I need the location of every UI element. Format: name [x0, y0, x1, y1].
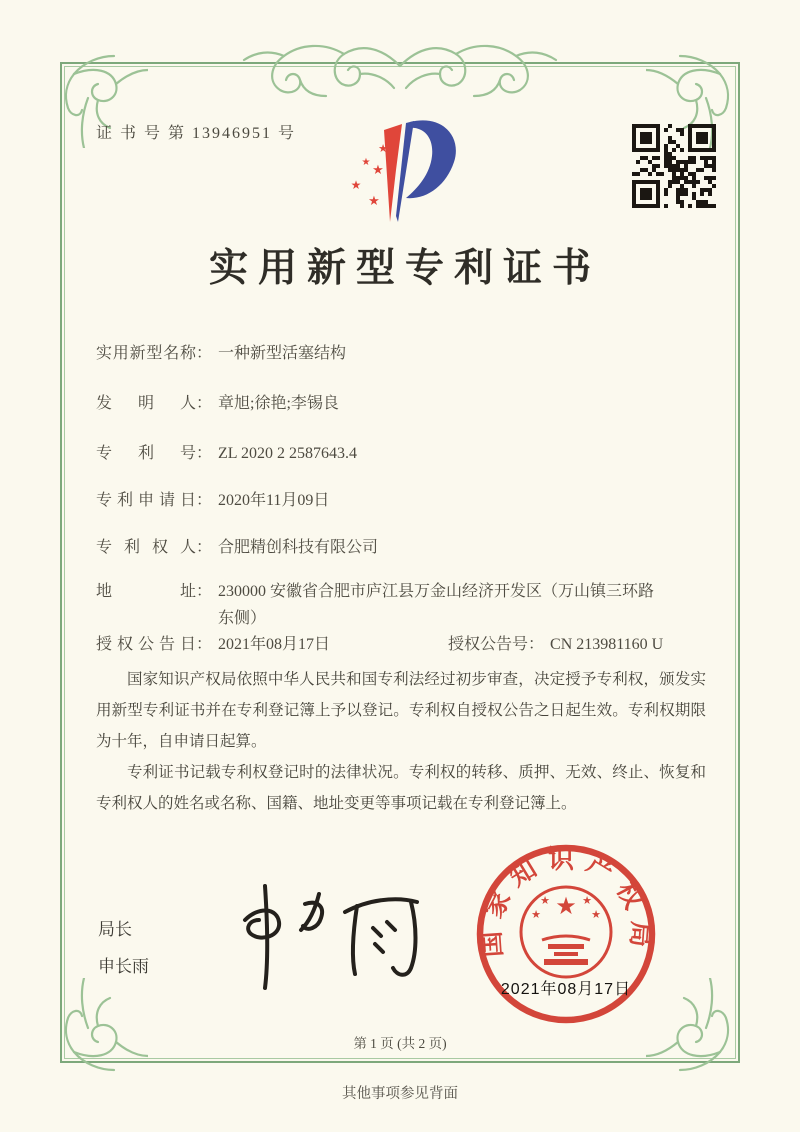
field-separator: ： — [196, 539, 213, 556]
signature-icon — [215, 876, 435, 994]
svg-text:★: ★ — [582, 894, 592, 907]
svg-text:★: ★ — [368, 194, 380, 209]
field-row-filing-date — [96, 487, 708, 514]
field-row-patent-number — [96, 440, 708, 467]
seal-date: 2021年08月17日 — [500, 981, 632, 998]
field-value: 合肥精创科技有限公司 — [218, 539, 379, 556]
field-separator: ： — [196, 583, 213, 600]
field-grant-number — [448, 631, 663, 658]
field-value: 2020年11月09日 — [218, 492, 330, 509]
field-label: 专利申请日 — [96, 492, 196, 509]
commissioner-name: 申长雨 — [98, 957, 149, 976]
field-separator: ： — [196, 395, 213, 412]
field-value: 章旭;徐艳;李锡良 — [218, 395, 339, 412]
page-number: 第 1 页 (共 2 页) — [353, 1036, 447, 1051]
field-label: 专利权人 — [96, 539, 196, 556]
field-row-grant — [96, 631, 708, 658]
field-label: 专利号 — [96, 445, 196, 462]
qr-code — [632, 124, 716, 208]
page-title: 实用新型专利证书 — [208, 247, 601, 290]
body-paragraph-1: 国家知识产权局依照中华人民共和国专利法经过初步审查，决定授予专利权，颁发实用新型专利证书并在专利登记簿上予以登记。专利权自授权公告之日起生效。专利权期限为十年，自申请日起算。 — [96, 671, 706, 750]
seal-emblem-gate — [542, 936, 590, 965]
svg-text:★: ★ — [378, 142, 388, 155]
svg-text:★: ★ — [350, 178, 362, 192]
svg-text:★: ★ — [540, 894, 550, 907]
svg-text:★: ★ — [372, 163, 384, 178]
official-seal-icon — [468, 836, 664, 1032]
legal-text-block — [96, 664, 706, 819]
field-label: 实用新型名称 — [96, 345, 196, 362]
field-separator: ： — [196, 445, 213, 462]
field-row-utility-model-name — [96, 340, 708, 367]
field-separator: ： — [196, 492, 213, 509]
field-separator: ： — [196, 636, 213, 653]
field-label: 授权公告号 — [448, 636, 529, 653]
field-value: 2021年08月17日 — [218, 636, 331, 653]
field-label: 授权公告日 — [96, 636, 196, 653]
field-separator: ： — [528, 636, 545, 653]
field-label: 发明人 — [96, 395, 196, 412]
certificate-number: 证 书 号 第 13946951 号 — [96, 125, 297, 142]
svg-text:★: ★ — [531, 908, 541, 921]
body-paragraph-2: 专利证书记载专利权登记时的法律状况。专利权的转移、质押、无效、终止、恢复和专利权人的姓名或名称、国籍、地址变更等事项记载在专利登记簿上。 — [96, 764, 706, 812]
svg-text:★: ★ — [591, 908, 601, 921]
field-value: 一种新型活塞结构 — [218, 345, 347, 362]
field-separator: ： — [196, 345, 213, 362]
svg-text:★: ★ — [555, 892, 577, 920]
field-value: 230000 安徽省合肥市庐江县万金山经济开发区（万山镇三环路东侧） — [218, 583, 655, 627]
commissioner-title: 局长 — [98, 920, 132, 939]
svg-text:★: ★ — [361, 157, 371, 168]
field-value: CN 213981160 U — [550, 636, 664, 653]
field-value: ZL 2020 2 2587643.4 — [218, 445, 357, 462]
field-row-patentee — [96, 534, 708, 561]
field-row-inventors — [96, 390, 708, 417]
cnipa-logo-icon — [344, 110, 466, 236]
field-row-address — [96, 578, 660, 632]
seal-agency-text: 国家知识产权局 — [475, 845, 657, 959]
seal-emblem-stars — [531, 892, 601, 921]
field-label: 地址 — [96, 583, 196, 600]
back-note: 其他事项参见背面 — [342, 1086, 458, 1102]
